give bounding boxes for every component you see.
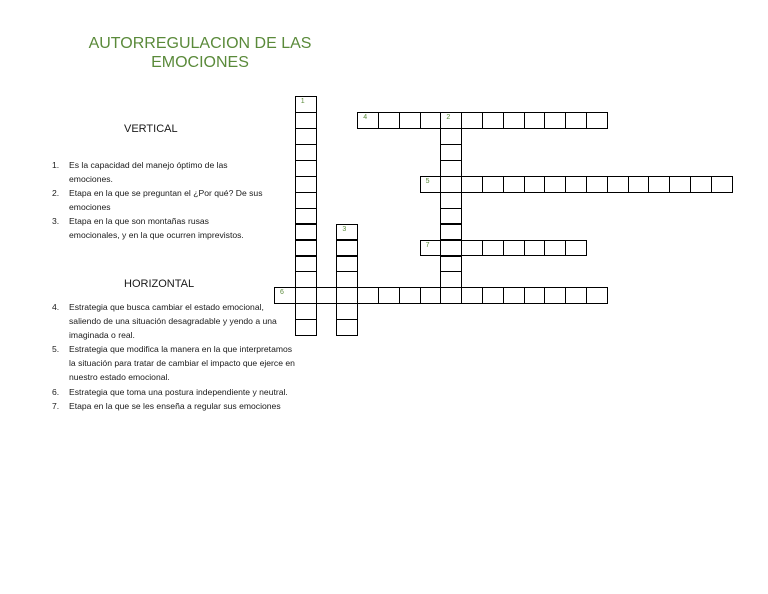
- crossword-cell[interactable]: [295, 160, 317, 177]
- crossword-cell[interactable]: [461, 176, 483, 193]
- crossword-cell[interactable]: [295, 144, 317, 161]
- crossword-cell[interactable]: [565, 240, 587, 257]
- crossword-cell[interactable]: [440, 112, 462, 129]
- vertical-clues-list: [52, 158, 322, 243]
- crossword-cell[interactable]: [440, 144, 462, 161]
- crossword-cell[interactable]: [711, 176, 733, 193]
- horizontal-clue-6: 6. Estrategia que toma una postura independiente y neutral.: [52, 386, 288, 397]
- crossword-cell[interactable]: [378, 112, 400, 129]
- crossword-cell[interactable]: [295, 112, 317, 129]
- crossword-cell[interactable]: [440, 128, 462, 145]
- crossword-cell[interactable]: [440, 256, 462, 273]
- crossword-cell[interactable]: [544, 112, 566, 129]
- crossword-cell[interactable]: [628, 176, 650, 193]
- crossword-cell[interactable]: [295, 303, 317, 320]
- crossword-cell-number: 4: [363, 114, 368, 121]
- crossword-cell[interactable]: [336, 303, 358, 320]
- crossword-cell[interactable]: [440, 208, 462, 225]
- horizontal-clue-4: 4. Estrategia que busca cambiar el estado emocional, saliendo de una situación desagradable y yendo a una imaginada o real.: [52, 302, 277, 341]
- horizontal-clue-7: 7. Etapa en la que se les enseña a regular sus emociones: [52, 400, 281, 411]
- page-title: [80, 34, 320, 72]
- crossword-cell[interactable]: [440, 160, 462, 177]
- crossword-cell[interactable]: [295, 256, 317, 273]
- crossword-cell[interactable]: [420, 112, 442, 129]
- crossword-cell[interactable]: [482, 287, 504, 304]
- crossword-cell[interactable]: [586, 287, 608, 304]
- crossword-cell[interactable]: [420, 176, 442, 193]
- crossword-cell[interactable]: [482, 176, 504, 193]
- crossword-cell[interactable]: [461, 287, 483, 304]
- crossword-cell[interactable]: [440, 287, 462, 304]
- crossword-cell[interactable]: [503, 287, 525, 304]
- crossword-cell[interactable]: [336, 224, 358, 241]
- crossword-cell[interactable]: [461, 112, 483, 129]
- crossword-cell[interactable]: [565, 287, 587, 304]
- horizontal-clue-5: 5. Estrategia que modifica la manera en la que interpretamos la situación para tratar de cambiar el impacto que ejerce en nuestro estado emocional.: [52, 344, 295, 383]
- crossword-cell[interactable]: [544, 240, 566, 257]
- crossword-cell[interactable]: [420, 240, 442, 257]
- crossword-cell[interactable]: [336, 271, 358, 288]
- crossword-cell[interactable]: [503, 112, 525, 129]
- crossword-cell[interactable]: [295, 128, 317, 145]
- crossword-cell[interactable]: [503, 176, 525, 193]
- crossword-cell[interactable]: [336, 256, 358, 273]
- crossword-cell[interactable]: [274, 287, 296, 304]
- crossword-cell[interactable]: [295, 224, 317, 241]
- title-line-2: EMOCIONES: [151, 54, 249, 71]
- crossword-cell[interactable]: [295, 96, 317, 113]
- crossword-cell[interactable]: [440, 224, 462, 241]
- crossword-cell[interactable]: [336, 319, 358, 336]
- crossword-cell[interactable]: [440, 192, 462, 209]
- crossword-cell[interactable]: [586, 112, 608, 129]
- crossword-cell[interactable]: [648, 176, 670, 193]
- crossword-cell-number: 7: [425, 241, 430, 249]
- crossword-cell-number: 6: [280, 289, 284, 297]
- crossword-cell[interactable]: [440, 176, 462, 193]
- crossword-cell-number: 5: [425, 177, 430, 185]
- crossword-cell[interactable]: [607, 176, 629, 193]
- horizontal-clues-list: [52, 300, 322, 413]
- crossword-cell[interactable]: [524, 287, 546, 304]
- crossword-cell[interactable]: [420, 287, 442, 304]
- crossword-cell[interactable]: [295, 287, 317, 304]
- crossword-cell[interactable]: [482, 240, 504, 257]
- vertical-clue-3: 3. Etapa en la que son montañas rusas emocionales, y en la que ocurren imprevistos.: [52, 216, 244, 241]
- crossword-cell[interactable]: [503, 240, 525, 257]
- crossword-cell[interactable]: [524, 176, 546, 193]
- crossword-cell[interactable]: [378, 287, 400, 304]
- crossword-cell[interactable]: [690, 176, 712, 193]
- crossword-cell[interactable]: [524, 112, 546, 129]
- crossword-cell[interactable]: [357, 287, 379, 304]
- crossword-cell-number: 2: [446, 114, 451, 121]
- crossword-cell[interactable]: [544, 176, 566, 193]
- crossword-cell[interactable]: [461, 240, 483, 257]
- crossword-cell[interactable]: [440, 240, 462, 257]
- crossword-cell[interactable]: [316, 287, 338, 304]
- crossword-cell[interactable]: [295, 271, 317, 288]
- crossword-cell[interactable]: [295, 240, 317, 257]
- title-line-1: AUTORREGULACION DE LAS: [88, 35, 312, 52]
- crossword-cell[interactable]: [336, 240, 358, 257]
- crossword-cell[interactable]: [565, 176, 587, 193]
- crossword-cell[interactable]: [565, 112, 587, 129]
- vertical-heading: VERTICAL: [124, 123, 178, 135]
- crossword-cell[interactable]: [399, 112, 421, 129]
- crossword-cell[interactable]: [336, 287, 358, 304]
- vertical-clue-2: 2. Etapa en la que se preguntan el ¿Por qué? De sus emociones: [52, 188, 263, 213]
- crossword-cell[interactable]: [524, 240, 546, 257]
- crossword-cell[interactable]: [669, 176, 691, 193]
- crossword-cell-number: 3: [342, 225, 347, 233]
- crossword-cell[interactable]: [295, 192, 317, 209]
- crossword-cell[interactable]: [399, 287, 421, 304]
- crossword-cell[interactable]: [544, 287, 566, 304]
- crossword-cell-number: 1: [300, 98, 305, 105]
- crossword-cell[interactable]: [295, 208, 317, 225]
- vertical-clue-1: 1. Es la capacidad del manejo óptimo de las emociones.: [52, 160, 228, 185]
- crossword-cell[interactable]: [357, 112, 379, 129]
- crossword-cell[interactable]: [586, 176, 608, 193]
- crossword-cell[interactable]: [482, 112, 504, 129]
- crossword-cell[interactable]: [295, 176, 317, 193]
- horizontal-heading: HORIZONTAL: [124, 278, 195, 290]
- crossword-cell[interactable]: [440, 271, 462, 288]
- crossword-cell[interactable]: [295, 319, 317, 336]
